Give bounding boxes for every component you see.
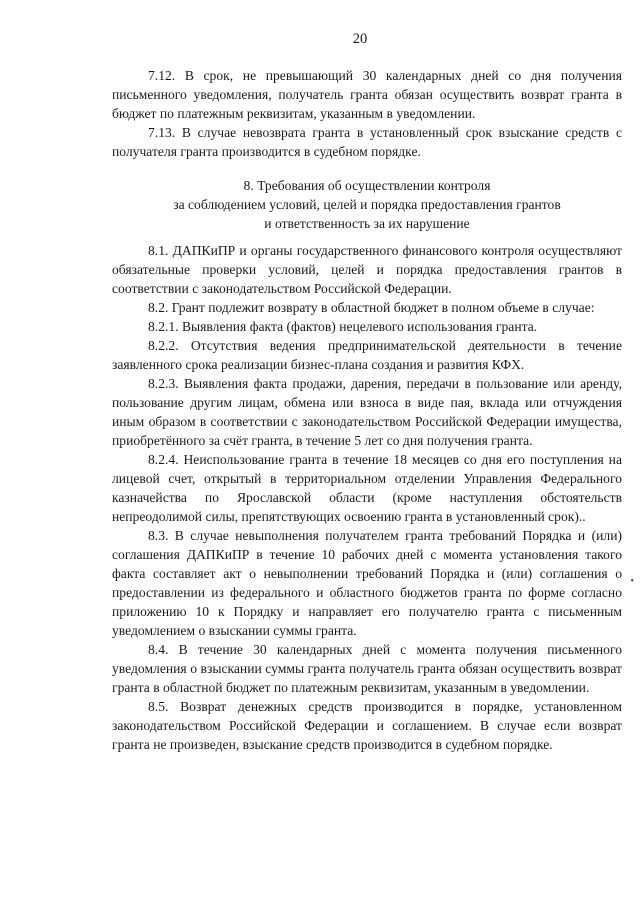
paragraph-8-4: 8.4. В течение 30 календарных дней с момента получения письменного уведомления о взыскании суммы гранта получатель гранта обязан осуществить возврат гранта в областной бюджет по платежным реквизитам, указанным в уведомлении.	[112, 642, 622, 695]
paragraph-8-1: 8.1. ДАПКиПР и органы государственного финансового контроля осуществляют обязательные проверки условий, целей и порядка предоставления грантов в соответствии с законодательством Российской Федерации.	[112, 243, 622, 296]
paragraph-8-2-1: 8.2.1. Выявления факта (фактов) нецелевого использования гранта.	[148, 319, 538, 334]
paragraph-8-2-2: 8.2.2. Отсутствия ведения предпринимательской деятельности в течение заявленного срока реализации бизнес-плана создания и развития КФХ.	[112, 338, 622, 372]
paragraph-8-3: 8.3. В случае невыполнения получателем гранта требований Порядка и (или) соглашения ДАПКиПР в течение 10 рабочих дней с момента установления такого факта составляет акт о невыполнении требований Порядка и (или) соглашения о предоставлении из федерального и областного бюджетов гранта по форме согласно приложению 10 к Порядку и направляет его получателю гранта с письменным уведомлением о взыскании суммы гранта.	[112, 528, 622, 638]
paragraph-8-2-3: 8.2.3. Выявления факта продажи, дарения, передачи в пользование или аренду, пользование другим лицам, обмена или взноса в виде пая, вклада или отчуждения иным образом в соответствии с законодательством Российской Федерации имущества, приобретённого за счёт гранта, в течение 5 лет со дня получения гранта.	[112, 376, 622, 448]
paragraph-8-5: 8.5. Возврат денежных средств производится в порядке, установленном законодательством Российской Федерации и соглашением. В случае если возврат гранта не произведен, взыскание средств производится в судебном порядке.	[112, 699, 622, 752]
paragraph-7-13: 7.13. В случае невозврата гранта в установленный срок взыскание средств с получателя гранта производится в судебном порядке.	[112, 125, 622, 159]
section-8-body	[112, 241, 622, 754]
section-8-heading	[112, 176, 622, 233]
paragraph-8-2: 8.2. Грант подлежит возврату в областной бюджет в полном объеме в случае:	[148, 300, 595, 315]
paragraph-7-12: 7.12. В срок, не превышающий 30 календарных дней со дня получения письменного уведомления, получатель гранта обязан осуществить возврат гранта в бюджет по платежным реквизитам, указанным в уведомлении.	[112, 68, 622, 121]
heading-line-3: и ответственность за их нарушение	[264, 216, 470, 231]
paragraph-8-2-4: 8.2.4. Неиспользование гранта в течение 18 месяцев со дня его поступления на лицевой счет, открытый в территориальном отделении Управления Федерального казначейства по Ярославской области (кроме наступления обстоятельств непреодолимой силы, препятствующих освоению гранта в установленный срок)..	[112, 452, 622, 524]
heading-line-2: за соблюдением условий, целей и порядка предоставления грантов	[173, 197, 561, 212]
scan-mark: •	[630, 576, 634, 587]
section-7-tail	[112, 66, 622, 161]
page-number: 20	[352, 31, 368, 47]
heading-line-1: 8. Требования об осуществлении контроля	[243, 178, 491, 193]
